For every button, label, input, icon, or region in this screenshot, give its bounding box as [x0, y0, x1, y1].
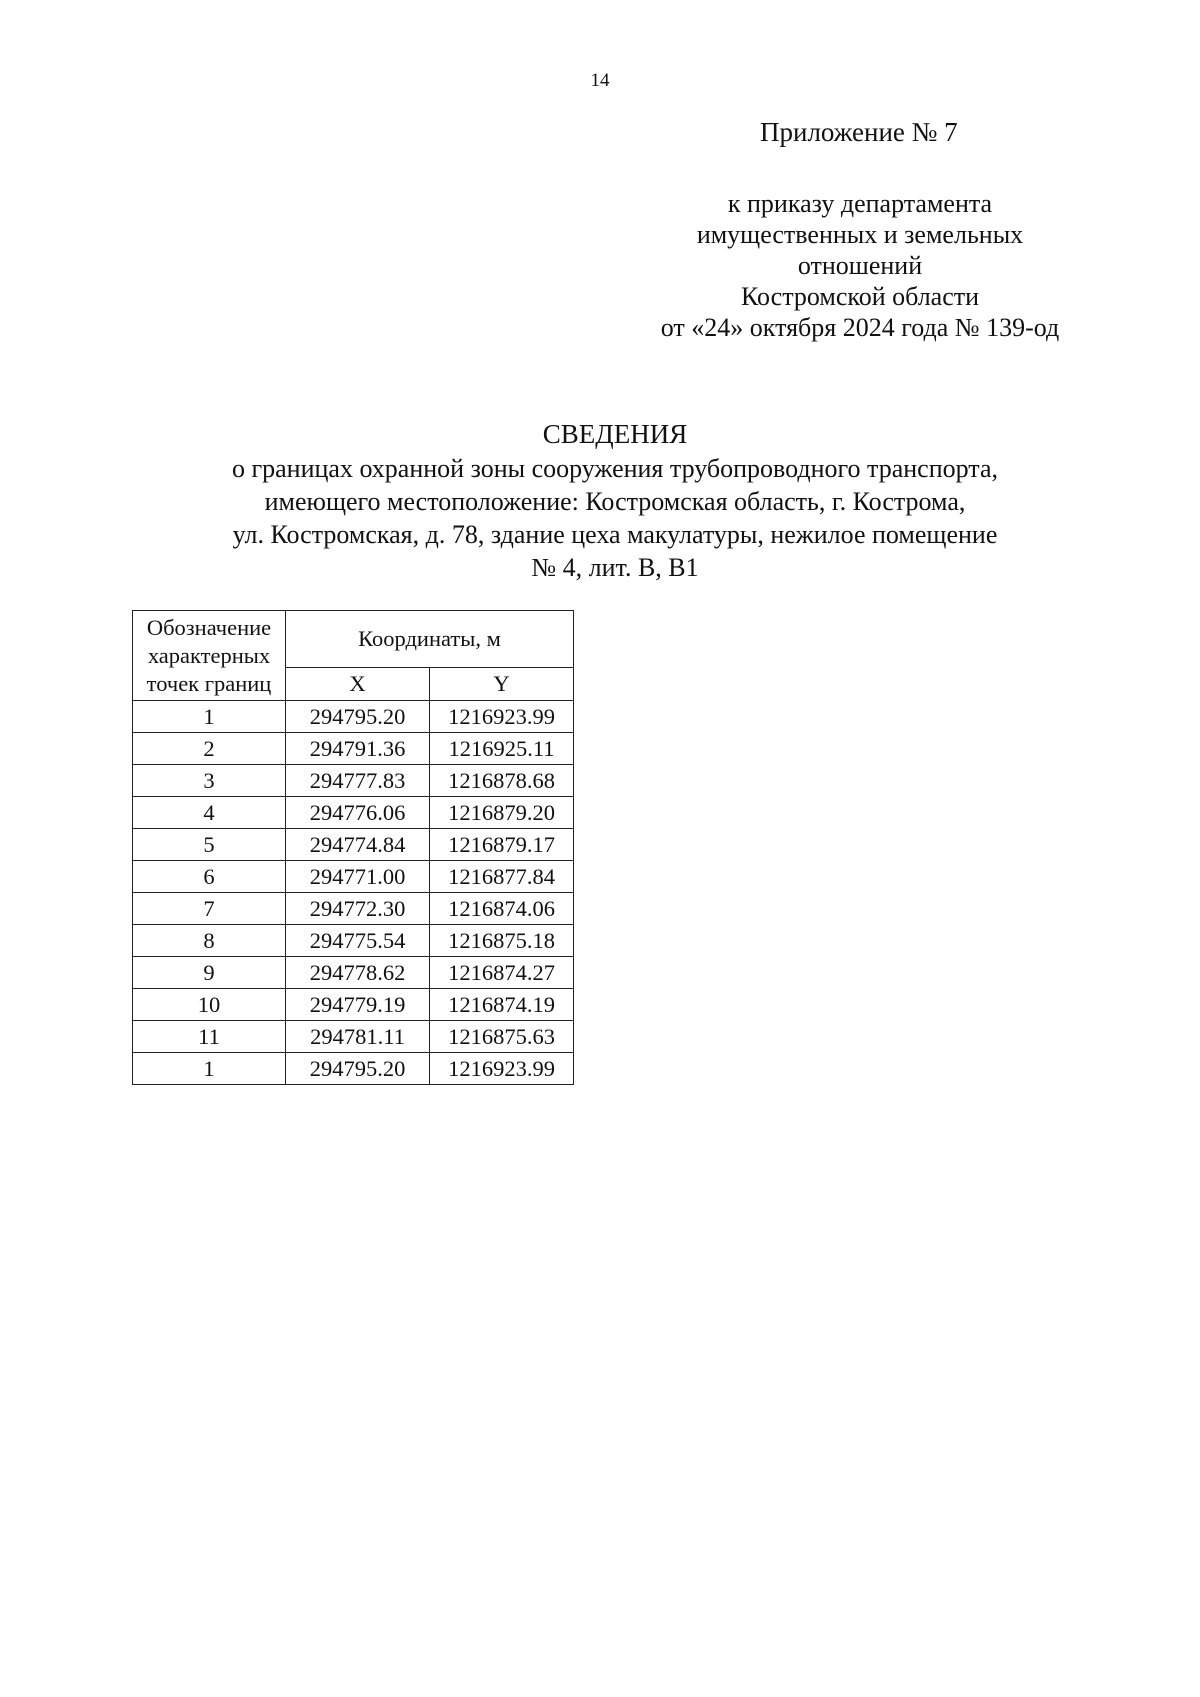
document-heading: СВЕДЕНИЯ — [542, 419, 688, 449]
coordinates-table — [132, 610, 574, 1085]
x-cell: 294795.20 — [286, 1053, 430, 1085]
order-line: Костромской области — [740, 282, 980, 311]
x-cell: 294774.84 — [286, 829, 430, 861]
page-number: 14 — [590, 70, 610, 91]
y-cell: 1216875.18 — [430, 925, 574, 957]
table-row — [133, 797, 574, 829]
table-row — [133, 989, 574, 1021]
document-subheading — [0, 452, 1200, 584]
point-cell: 8 — [133, 925, 286, 957]
point-cell: 10 — [133, 989, 286, 1021]
point-cell: 1 — [133, 701, 286, 733]
point-cell: 6 — [133, 861, 286, 893]
y-cell: 1216874.06 — [430, 893, 574, 925]
point-cell: 4 — [133, 797, 286, 829]
point-header-line: характерных — [147, 643, 271, 668]
subheading-line: о границах охранной зоны сооружения трубопроводного транспорта, — [231, 454, 999, 483]
x-cell: 294795.20 — [286, 701, 430, 733]
x-cell: 294777.83 — [286, 765, 430, 797]
x-cell: 294775.54 — [286, 925, 430, 957]
table-row — [133, 1021, 574, 1053]
y-cell: 1216875.63 — [430, 1021, 574, 1053]
point-cell: 9 — [133, 957, 286, 989]
y-column-header: Y — [430, 667, 574, 701]
y-cell: 1216879.17 — [430, 829, 574, 861]
subheading-line: ул. Костромская, д. 78, здание цеха макулатуры, нежилое помещение — [232, 520, 998, 549]
order-line: имущественных и земельных — [696, 220, 1024, 249]
y-cell: 1216923.99 — [430, 1053, 574, 1085]
point-header-line: точек границ — [146, 671, 272, 696]
coordinates-column-header: Координаты, м — [286, 611, 574, 668]
point-cell: 1 — [133, 1053, 286, 1085]
y-cell: 1216874.27 — [430, 957, 574, 989]
y-cell: 1216879.20 — [430, 797, 574, 829]
table-header-row — [133, 611, 574, 668]
table-row — [133, 861, 574, 893]
order-line: к приказу департамента — [727, 189, 993, 218]
x-cell: 294771.00 — [286, 861, 430, 893]
point-cell: 5 — [133, 829, 286, 861]
x-cell: 294778.62 — [286, 957, 430, 989]
y-cell: 1216874.19 — [430, 989, 574, 1021]
point-cell: 7 — [133, 893, 286, 925]
order-line: от «24» октября 2024 года № 139-од — [660, 313, 1060, 342]
table-row — [133, 925, 574, 957]
table-row — [133, 957, 574, 989]
y-cell: 1216925.11 — [430, 733, 574, 765]
y-cell: 1216878.68 — [430, 765, 574, 797]
y-cell: 1216877.84 — [430, 861, 574, 893]
table-row — [133, 1053, 574, 1085]
point-cell: 3 — [133, 765, 286, 797]
order-reference — [600, 188, 1120, 343]
appendix-title: Приложение № 7 — [760, 117, 958, 147]
table-row — [133, 893, 574, 925]
point-column-header — [133, 611, 286, 701]
table-row — [133, 733, 574, 765]
x-cell: 294781.11 — [286, 1021, 430, 1053]
subheading-line: имеющего местоположение: Костромская область, г. Кострома, — [264, 487, 966, 516]
y-cell: 1216923.99 — [430, 701, 574, 733]
table-row — [133, 765, 574, 797]
point-cell: 11 — [133, 1021, 286, 1053]
point-cell: 2 — [133, 733, 286, 765]
x-cell: 294791.36 — [286, 733, 430, 765]
x-column-header: X — [286, 667, 430, 701]
order-line: отношений — [797, 251, 923, 280]
subheading-line: № 4, лит. В, В1 — [531, 553, 699, 582]
x-cell: 294772.30 — [286, 893, 430, 925]
x-cell: 294779.19 — [286, 989, 430, 1021]
point-header-line: Обозначение — [146, 615, 272, 640]
x-cell: 294776.06 — [286, 797, 430, 829]
table-row — [133, 829, 574, 861]
table-row — [133, 701, 574, 733]
